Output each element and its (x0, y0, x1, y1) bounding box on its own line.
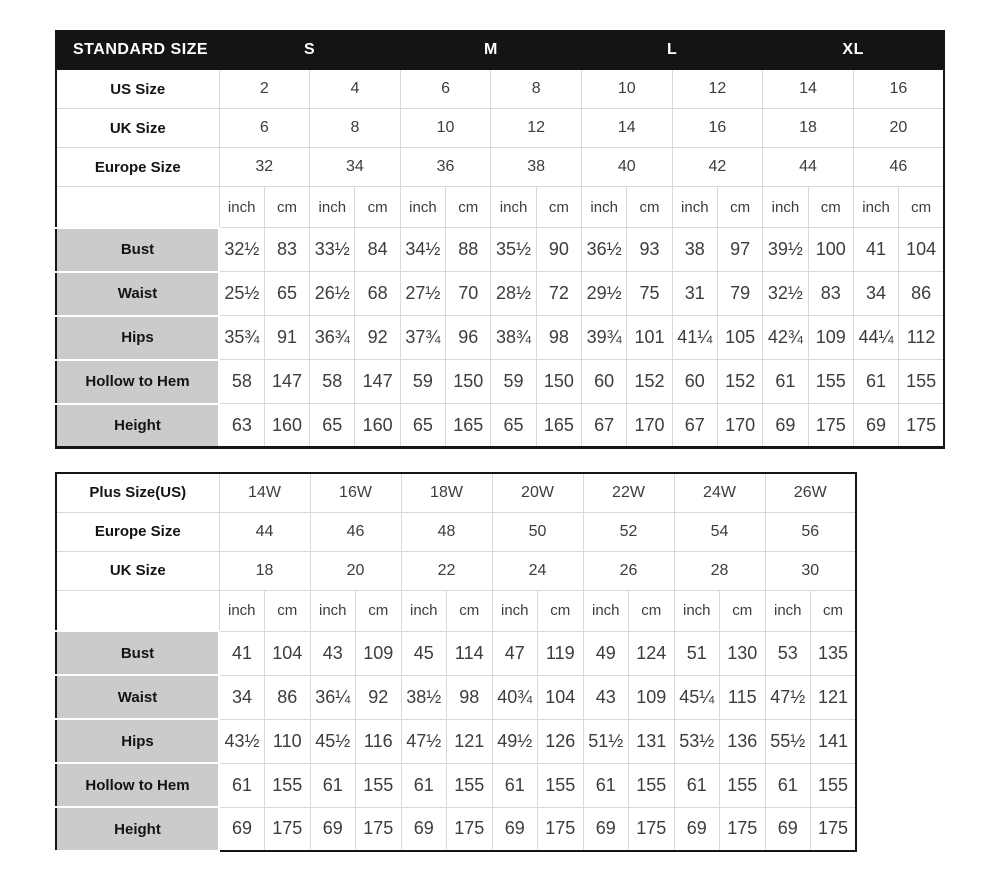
size-value-cell: 54 (674, 512, 765, 551)
measurement-cell: 175 (720, 807, 766, 851)
measurement-cell: 165 (536, 404, 581, 448)
measurement-cell: 36¾ (310, 316, 355, 360)
measurement-cell: 69 (401, 807, 447, 851)
measure-row (56, 404, 944, 448)
measurement-cell: 155 (811, 763, 857, 807)
measurement-cell: 58 (219, 360, 264, 404)
unit-cell: inch (582, 187, 627, 228)
measurement-cell: 69 (219, 807, 265, 851)
measure-row (56, 228, 944, 272)
measurement-cell: 136 (720, 719, 766, 763)
unit-cell: cm (264, 187, 309, 228)
measurement-cell: 61 (765, 763, 811, 807)
measurement-cell: 28½ (491, 272, 536, 316)
measurement-cell: 131 (629, 719, 675, 763)
unit-cell: inch (853, 187, 898, 228)
measurement-cell: 155 (356, 763, 402, 807)
plus-size-table (55, 472, 857, 852)
measure-row (56, 272, 944, 316)
info-row (56, 473, 856, 512)
measurement-cell: 58 (310, 360, 355, 404)
measurement-cell: 114 (447, 631, 493, 675)
measurement-cell: 170 (717, 404, 762, 448)
unit-cell: inch (491, 187, 536, 228)
size-value-cell: 30 (765, 551, 856, 590)
measurement-cell: 175 (899, 404, 944, 448)
size-value-cell: 18 (219, 551, 310, 590)
unit-cell: cm (808, 187, 853, 228)
measurement-cell: 98 (447, 675, 493, 719)
measurement-cell: 38 (672, 228, 717, 272)
measurement-cell: 65 (400, 404, 445, 448)
measurement-cell: 59 (491, 360, 536, 404)
measurement-cell: 119 (538, 631, 584, 675)
row-label: UK Size (56, 551, 219, 590)
size-value-cell: 12 (672, 70, 763, 109)
measurement-cell: 32½ (219, 228, 264, 272)
measure-row (56, 675, 856, 719)
measurement-cell: 61 (583, 763, 629, 807)
measurement-cell: 150 (536, 360, 581, 404)
measurement-cell: 51½ (583, 719, 629, 763)
measurement-cell: 53½ (674, 719, 720, 763)
size-value-cell: 48 (401, 512, 492, 551)
measurement-cell: 126 (538, 719, 584, 763)
measure-row-label: Bust (56, 631, 219, 675)
measurement-cell: 93 (627, 228, 672, 272)
measurement-cell: 155 (629, 763, 675, 807)
measure-row (56, 763, 856, 807)
size-value-cell: 2 (219, 70, 310, 109)
size-value-cell: 46 (853, 148, 944, 187)
measurement-cell: 25½ (219, 272, 264, 316)
measurement-cell: 69 (853, 404, 898, 448)
measurement-cell: 35¾ (219, 316, 264, 360)
measurement-cell: 152 (717, 360, 762, 404)
unit-cell: cm (538, 590, 584, 631)
size-value-cell: 12 (491, 109, 582, 148)
measurement-cell: 175 (629, 807, 675, 851)
measurement-cell: 43 (583, 675, 629, 719)
measurement-cell: 43 (310, 631, 356, 675)
info-row (56, 70, 944, 109)
measurement-cell: 175 (356, 807, 402, 851)
measurement-cell: 61 (853, 360, 898, 404)
size-value-cell: 8 (491, 70, 582, 109)
measurement-cell: 83 (808, 272, 853, 316)
measurement-cell: 69 (765, 807, 811, 851)
measurement-cell: 39½ (763, 228, 808, 272)
info-row (56, 109, 944, 148)
size-value-cell: 40 (582, 148, 673, 187)
measurement-cell: 170 (627, 404, 672, 448)
measurement-cell: 61 (401, 763, 447, 807)
size-value-cell: 24W (674, 473, 765, 512)
size-value-cell: 44 (219, 512, 310, 551)
table-header-row (56, 31, 944, 70)
unit-cell: cm (627, 187, 672, 228)
size-value-cell: 16W (310, 473, 401, 512)
measurement-cell: 70 (446, 272, 491, 316)
size-value-cell: 14W (219, 473, 310, 512)
size-value-cell: 6 (400, 70, 491, 109)
measurement-cell: 69 (310, 807, 356, 851)
measurement-cell: 41¼ (672, 316, 717, 360)
size-value-cell: 22W (583, 473, 674, 512)
measurement-cell: 68 (355, 272, 400, 316)
row-label: UK Size (56, 109, 219, 148)
unit-cell: cm (265, 590, 311, 631)
unit-cell: cm (356, 590, 402, 631)
measurement-cell: 42¾ (763, 316, 808, 360)
size-value-cell: 34 (310, 148, 401, 187)
unit-cell: inch (583, 590, 629, 631)
measurement-cell: 100 (808, 228, 853, 272)
measurement-cell: 88 (446, 228, 491, 272)
measurement-cell: 47½ (401, 719, 447, 763)
measurement-cell: 36¼ (310, 675, 356, 719)
measure-row (56, 631, 856, 675)
measurement-cell: 155 (808, 360, 853, 404)
measure-row-label: Height (56, 807, 219, 851)
table-title: STANDARD SIZE (56, 31, 219, 70)
measure-row (56, 360, 944, 404)
measurement-cell: 121 (447, 719, 493, 763)
measurement-cell: 45¼ (674, 675, 720, 719)
unit-cell: cm (811, 590, 857, 631)
info-row (56, 551, 856, 590)
unit-cell: cm (717, 187, 762, 228)
measurement-cell: 60 (672, 360, 717, 404)
unit-row-blank-cell (56, 590, 219, 631)
standard-size-table (55, 30, 945, 449)
measurement-cell: 41 (853, 228, 898, 272)
measure-row-label: Height (56, 404, 219, 448)
unit-cell: inch (492, 590, 538, 631)
measurement-cell: 141 (811, 719, 857, 763)
measurement-cell: 79 (717, 272, 762, 316)
unit-cell: cm (447, 590, 493, 631)
size-value-cell: 20W (492, 473, 583, 512)
measurement-cell: 175 (447, 807, 493, 851)
unit-cell: inch (672, 187, 717, 228)
measurement-cell: 91 (264, 316, 309, 360)
measurement-cell: 37¾ (400, 316, 445, 360)
measure-row-label: Bust (56, 228, 219, 272)
measurement-cell: 175 (538, 807, 584, 851)
measurement-cell: 39¾ (582, 316, 627, 360)
unit-row (56, 590, 856, 631)
measurement-cell: 55½ (765, 719, 811, 763)
size-value-cell: 18W (401, 473, 492, 512)
measurement-cell: 75 (627, 272, 672, 316)
measurement-cell: 34½ (400, 228, 445, 272)
measurement-cell: 41 (219, 631, 265, 675)
info-row (56, 512, 856, 551)
measurement-cell: 155 (265, 763, 311, 807)
measure-row (56, 316, 944, 360)
measurement-cell: 26½ (310, 272, 355, 316)
measurement-cell: 104 (265, 631, 311, 675)
measurement-cell: 175 (811, 807, 857, 851)
unit-row-blank-cell (56, 187, 219, 228)
size-value-cell: 22 (401, 551, 492, 590)
unit-cell: inch (310, 187, 355, 228)
row-label: Europe Size (56, 512, 219, 551)
unit-cell: inch (400, 187, 445, 228)
measurement-cell: 92 (355, 316, 400, 360)
measurement-cell: 130 (720, 631, 766, 675)
unit-cell: inch (310, 590, 356, 631)
size-value-cell: 4 (310, 70, 401, 109)
measurement-cell: 67 (672, 404, 717, 448)
measurement-cell: 150 (446, 360, 491, 404)
measurement-cell: 61 (763, 360, 808, 404)
measurement-cell: 47 (492, 631, 538, 675)
unit-cell: inch (763, 187, 808, 228)
measurement-cell: 165 (446, 404, 491, 448)
measurement-cell: 109 (629, 675, 675, 719)
measure-row-label: Waist (56, 675, 219, 719)
measurement-cell: 38¾ (491, 316, 536, 360)
measurement-cell: 69 (492, 807, 538, 851)
measurement-cell: 32½ (763, 272, 808, 316)
measurement-cell: 29½ (582, 272, 627, 316)
unit-cell: inch (401, 590, 447, 631)
size-value-cell: 42 (672, 148, 763, 187)
measurement-cell: 60 (582, 360, 627, 404)
row-label: Europe Size (56, 148, 219, 187)
size-group-header: M (400, 31, 581, 70)
measurement-cell: 147 (264, 360, 309, 404)
measurement-cell: 47½ (765, 675, 811, 719)
measurement-cell: 96 (446, 316, 491, 360)
measure-row-label: Waist (56, 272, 219, 316)
size-value-cell: 6 (219, 109, 310, 148)
size-value-cell: 28 (674, 551, 765, 590)
size-value-cell: 10 (582, 70, 673, 109)
measurement-cell: 160 (264, 404, 309, 448)
measurement-cell: 69 (583, 807, 629, 851)
unit-cell: cm (355, 187, 400, 228)
measure-row-label: Hollow to Hem (56, 360, 219, 404)
measurement-cell: 109 (808, 316, 853, 360)
size-value-cell: 8 (310, 109, 401, 148)
measurement-cell: 38½ (401, 675, 447, 719)
measurement-cell: 112 (899, 316, 944, 360)
measurement-cell: 121 (811, 675, 857, 719)
unit-cell: inch (765, 590, 811, 631)
size-value-cell: 16 (672, 109, 763, 148)
measurement-cell: 116 (356, 719, 402, 763)
size-value-cell: 14 (763, 70, 854, 109)
measurement-cell: 92 (356, 675, 402, 719)
unit-cell: inch (674, 590, 720, 631)
measurement-cell: 49 (583, 631, 629, 675)
measurement-cell: 155 (720, 763, 766, 807)
measurement-cell: 124 (629, 631, 675, 675)
measurement-cell: 31 (672, 272, 717, 316)
measurement-cell: 155 (538, 763, 584, 807)
size-group-header: XL (763, 31, 944, 70)
measurement-cell: 72 (536, 272, 581, 316)
info-row (56, 148, 944, 187)
measurement-cell: 43½ (219, 719, 265, 763)
measurement-cell: 59 (400, 360, 445, 404)
measurement-cell: 40¾ (492, 675, 538, 719)
unit-cell: inch (219, 187, 264, 228)
measurement-cell: 84 (355, 228, 400, 272)
measurement-cell: 33½ (310, 228, 355, 272)
measurement-cell: 65 (264, 272, 309, 316)
measure-row (56, 807, 856, 851)
measurement-cell: 105 (717, 316, 762, 360)
size-value-cell: 24 (492, 551, 583, 590)
size-value-cell: 18 (763, 109, 854, 148)
measurement-cell: 115 (720, 675, 766, 719)
measurement-cell: 69 (674, 807, 720, 851)
measurement-cell: 101 (627, 316, 672, 360)
measurement-cell: 36½ (582, 228, 627, 272)
measurement-cell: 98 (536, 316, 581, 360)
size-value-cell: 50 (492, 512, 583, 551)
unit-cell: cm (536, 187, 581, 228)
measurement-cell: 65 (491, 404, 536, 448)
measurement-cell: 175 (808, 404, 853, 448)
measure-row-label: Hollow to Hem (56, 763, 219, 807)
measurement-cell: 104 (899, 228, 944, 272)
measurement-cell: 51 (674, 631, 720, 675)
size-value-cell: 38 (491, 148, 582, 187)
measurement-cell: 44¼ (853, 316, 898, 360)
measure-row-label: Hips (56, 316, 219, 360)
unit-row (56, 187, 944, 228)
unit-cell: cm (720, 590, 766, 631)
measurement-cell: 160 (355, 404, 400, 448)
size-group-header: S (219, 31, 400, 70)
measurement-cell: 63 (219, 404, 264, 448)
row-label: Plus Size(US) (56, 473, 219, 512)
measurement-cell: 45 (401, 631, 447, 675)
size-value-cell: 16 (853, 70, 944, 109)
unit-cell: cm (446, 187, 491, 228)
size-group-header: L (582, 31, 763, 70)
size-value-cell: 36 (400, 148, 491, 187)
measurement-cell: 34 (219, 675, 265, 719)
measurement-cell: 83 (264, 228, 309, 272)
measurement-cell: 53 (765, 631, 811, 675)
unit-cell: inch (219, 590, 265, 631)
row-label: US Size (56, 70, 219, 109)
size-value-cell: 14 (582, 109, 673, 148)
measure-row-label: Hips (56, 719, 219, 763)
measurement-cell: 34 (853, 272, 898, 316)
size-value-cell: 26W (765, 473, 856, 512)
measurement-cell: 35½ (491, 228, 536, 272)
size-value-cell: 26 (583, 551, 674, 590)
measurement-cell: 175 (265, 807, 311, 851)
measurement-cell: 49½ (492, 719, 538, 763)
measurement-cell: 155 (447, 763, 493, 807)
size-value-cell: 32 (219, 148, 310, 187)
measurement-cell: 86 (899, 272, 944, 316)
measurement-cell: 27½ (400, 272, 445, 316)
measurement-cell: 109 (356, 631, 402, 675)
measurement-cell: 67 (582, 404, 627, 448)
size-value-cell: 20 (853, 109, 944, 148)
size-value-cell: 10 (400, 109, 491, 148)
measurement-cell: 110 (265, 719, 311, 763)
measurement-cell: 152 (627, 360, 672, 404)
measurement-cell: 104 (538, 675, 584, 719)
size-value-cell: 44 (763, 148, 854, 187)
measurement-cell: 61 (492, 763, 538, 807)
measurement-cell: 65 (310, 404, 355, 448)
measurement-cell: 61 (219, 763, 265, 807)
measurement-cell: 90 (536, 228, 581, 272)
size-value-cell: 52 (583, 512, 674, 551)
measurement-cell: 147 (355, 360, 400, 404)
size-value-cell: 56 (765, 512, 856, 551)
measurement-cell: 86 (265, 675, 311, 719)
size-value-cell: 20 (310, 551, 401, 590)
unit-cell: cm (629, 590, 675, 631)
measurement-cell: 69 (763, 404, 808, 448)
measurement-cell: 61 (310, 763, 356, 807)
measurement-cell: 135 (811, 631, 857, 675)
measurement-cell: 45½ (310, 719, 356, 763)
size-value-cell: 46 (310, 512, 401, 551)
measurement-cell: 97 (717, 228, 762, 272)
measurement-cell: 61 (674, 763, 720, 807)
unit-cell: cm (899, 187, 944, 228)
measure-row (56, 719, 856, 763)
measurement-cell: 155 (899, 360, 944, 404)
